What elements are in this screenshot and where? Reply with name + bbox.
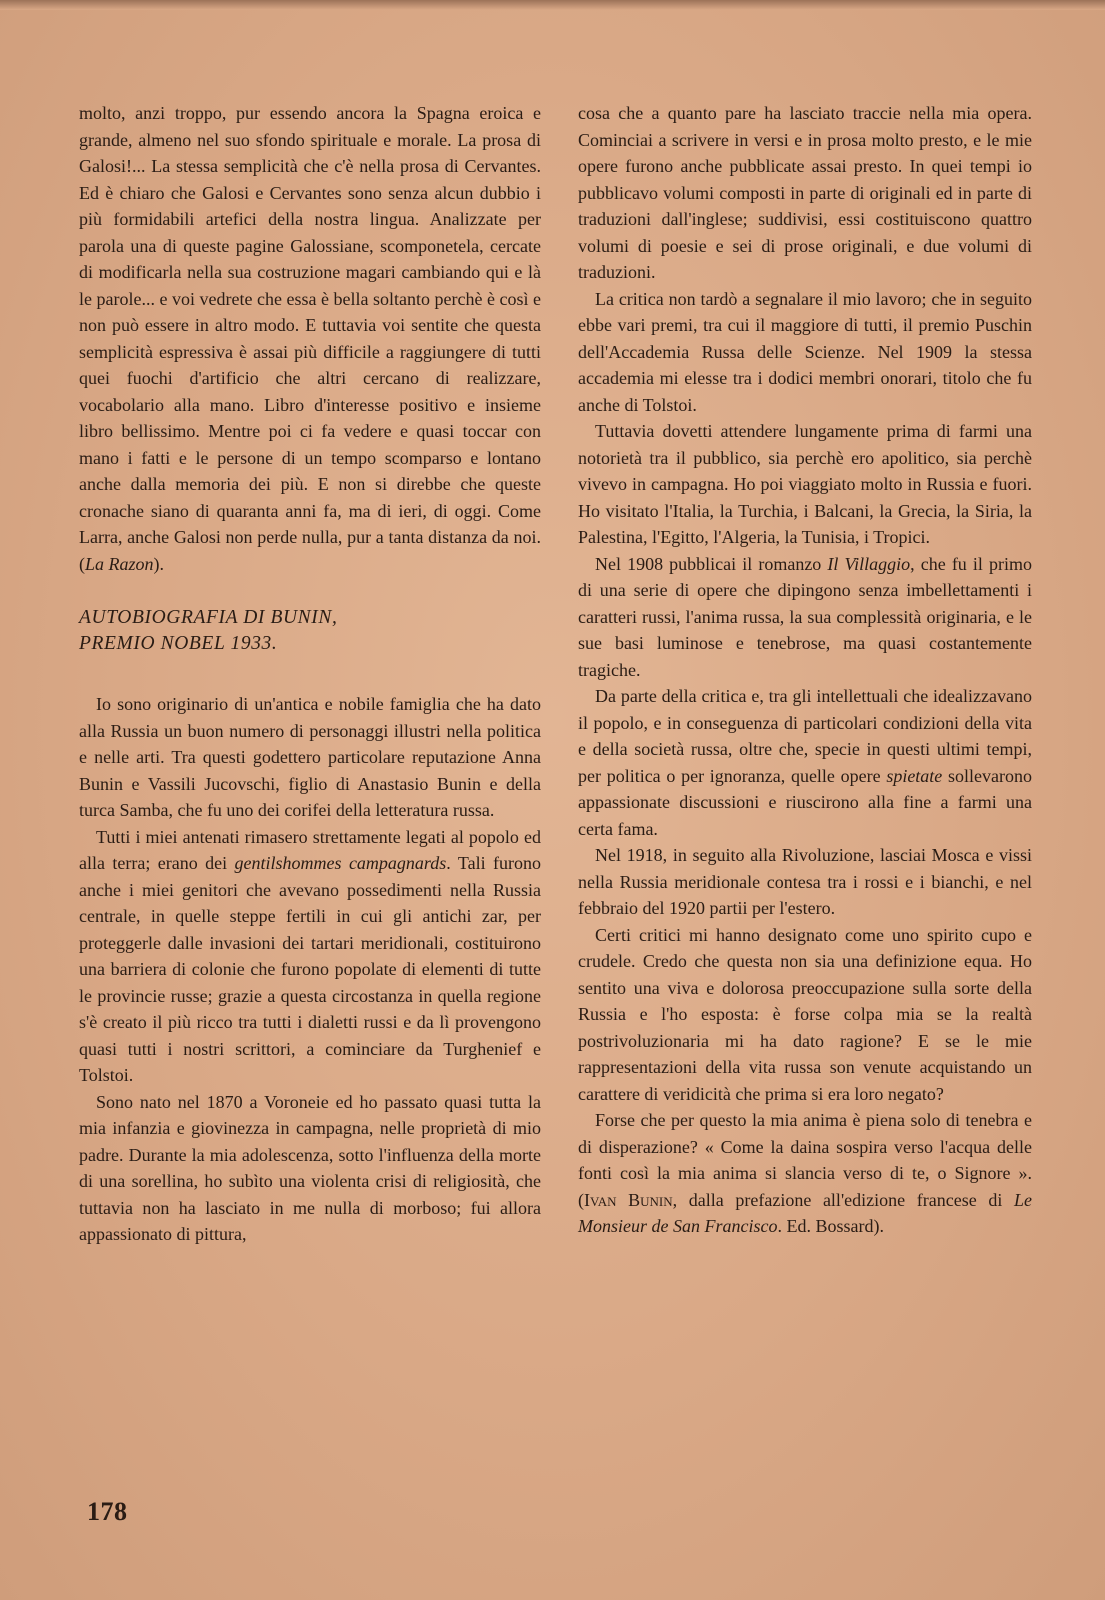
paragraph: Nel 1918, in seguito alla Rivoluzione, lasciai Mosca e vissi nella Russia meridionale contesa tra i rossi e i bianchi, e nel febbraio del 1920 partii per l'estero. xyxy=(578,845,1032,918)
section-heading xyxy=(79,605,541,657)
paragraph: molto, anzi troppo, pur essendo ancora la Spagna eroica e grande, almeno nel suo sfondo spirituale e morale. La prosa di Galosi!... La stessa semplicità che c'è nella prosa di Cervantes. Ed è chiaro che Galosi e Cervantes sono senza alcun dubbio i più formidabili artefici della nostra lingua. Analizzate per parola una di queste pagine Galossiane, scomponetela, cercate di modificarla nella sua costruzione magari cambiando qui e là le parole... e voi vedrete che essa è bella soltanto perchè è così e non può essere in altro modo. E tuttavia voi sentite che questa semplicità espressiva è assai più difficile a raggiungere di tutti quei fuochi d'artificio che altri cercano di realizzare, vocabolario alla mano. Libro d'interesse positivo e insieme libro bellissimo. Mentre poi ci fa vedere e quasi toccar con mano i fatti e le persone di un tempo scomparso e lontano anche dalla memoria dei più. E non si direbbe che queste cronache siano di quaranta anni fa, ma di ieri, di oggi. Come Larra, anche Galosi non perde nulla, pur a tanta distanza da noi. (La Razon). xyxy=(79,103,541,574)
paragraph: Io sono originario di un'antica e nobile famiglia che ha dato alla Russia un buon numero di personaggi illustri nella politica e nelle arti. Tra questi godettero particolare reputazione Anna Bunin e Vassili Jucovschi, figlio di Anastasio Bunin e della turca Samba, che fu uno dei corifei della letteratura russa. xyxy=(79,694,541,820)
heading-line: AUTOBIOGRAFIA DI BUNIN, xyxy=(79,607,338,628)
paragraph: Sono nato nel 1870 a Voroneie ed ho passato quasi tutta la mia infanzia e giovinezza in campagna, nelle proprietà di mio padre. Durante la mia adolescenza, sotto l'influenza della morte di una sorellina, ho subìto una violenta crisi di religiosità, che tuttavia non ha lasciato in me nulla di morboso; fui allora appassionato di pittura, xyxy=(79,1091,541,1244)
page-number: 178 xyxy=(87,1497,128,1526)
book-title: Il Villaggio xyxy=(827,553,911,574)
paragraph: Tuttavia dovetti attendere lungamente prima di farmi una notorietà tra il pubblico, sia perchè ero apolitico, sia perchè vivevo in campagna. Ho poi viaggiato molto in Russia e fuori. Ho visitato l'Italia, la Turchia, i Balcani, la Grecia, la Siria, la Palestina, l'Egitto, l'Algeria, la Tunisia, i Tropici. xyxy=(578,421,1032,547)
paragraph: Certi critici mi hanno designato come uno spirito cupo e crudele. Credo che questa non sia una definizione equa. Ho sentito una viva e dolorosa preoccupazione sulla sorte della Russia e l'ho esposta: è forse colpa mia se la realtà postrivoluzionaria mi ha dato ragione? E se le mie rappresentazioni della vita russa son venute acquistando un carattere di veridicità che prima si era loro negato? xyxy=(578,924,1032,1104)
right-column xyxy=(578,100,1032,1240)
heading-line: PREMIO NOBEL 1933. xyxy=(79,633,278,654)
paragraph: Forse che per questo la mia anima è piena solo di tenebra e di disperazione? « Come la daina sospira verso l'acqua delle fonti così la mia anima si slancia verso di te, o Signore ». (Ivan Bunin, dalla prefazione all'edizione francese di Le Monsieur de San Francisco. Ed. Bossard). xyxy=(578,1110,1032,1236)
paragraph: Tutti i miei antenati rimasero strettamente legati al popolo ed alla terra; erano dei gentilshommes campagnards. Tali furono anche i miei genitori che avevano possedimenti nella Russia centrale, in quelle steppe fertili in cui gli antichi zar, per proteggerle dalle invasioni dei tartari meridionali, costituirono una barriera di colonie che furono popolate di elementi di tutte le provincie russe; grazie a questa circostanza in quella regione s'è creato il più ricco tra tutti i dialetti russi e da lì provengono quasi tutti i nostri scrittori, a cominciare da Turghenief e Tolstoi. xyxy=(79,826,541,1085)
paragraph: La critica non tardò a segnalare il mio lavoro; che in seguito ebbe vari premi, tra cui il maggiore di tutti, il premio Puschin dell'Accademia Russa delle Scienze. Nel 1909 la stessa accademia mi elesse tra i dodici membri onorari, titolo che fu anche di Tolstoi. xyxy=(578,288,1032,415)
left-column xyxy=(79,100,541,1248)
book-title: Le Monsieur de San Francisco xyxy=(578,1189,1032,1236)
paragraph: cosa che a quanto pare ha lasciato traccie nella mia opera. Cominciai a scrivere in versi e in prosa molto presto, e le mie opere furono anche pubblicate assai presto. In quei tempi io pubblicavo volumi composti in parte di originali ed in parte di traduzioni dall'inglese; suddivisi, essi costituiscono quattro volumi di poesie e sei di prose originali, e due volumi di traduzioni. xyxy=(578,103,1032,282)
source-citation: La Razon xyxy=(85,553,154,574)
paragraph: Nel 1908 pubblicai il romanzo Il Villaggio, che fu il primo di una serie di opere che dipingono senza imbellettamenti i caratteri russi, l'anima russa, la sua complessità originaria, e le sue basi luminose e tenebrose, ma quasi costantemente tragiche. xyxy=(578,553,1032,680)
author-name: Ivan Bunin xyxy=(584,1189,673,1210)
paragraph: Da parte della critica e, tra gli intellettuali che idealizzavano il popolo, e in conseguenza di particolari condizioni della vita e della società russa, oltre che, specie in questi ultimi tempi, per politica o per ignoranza, quelle opere spietate sollevarono appassionate discussioni e riuscirono alla fine a farmi una certa fama. xyxy=(578,686,1032,839)
page-top-edge xyxy=(0,0,1105,10)
